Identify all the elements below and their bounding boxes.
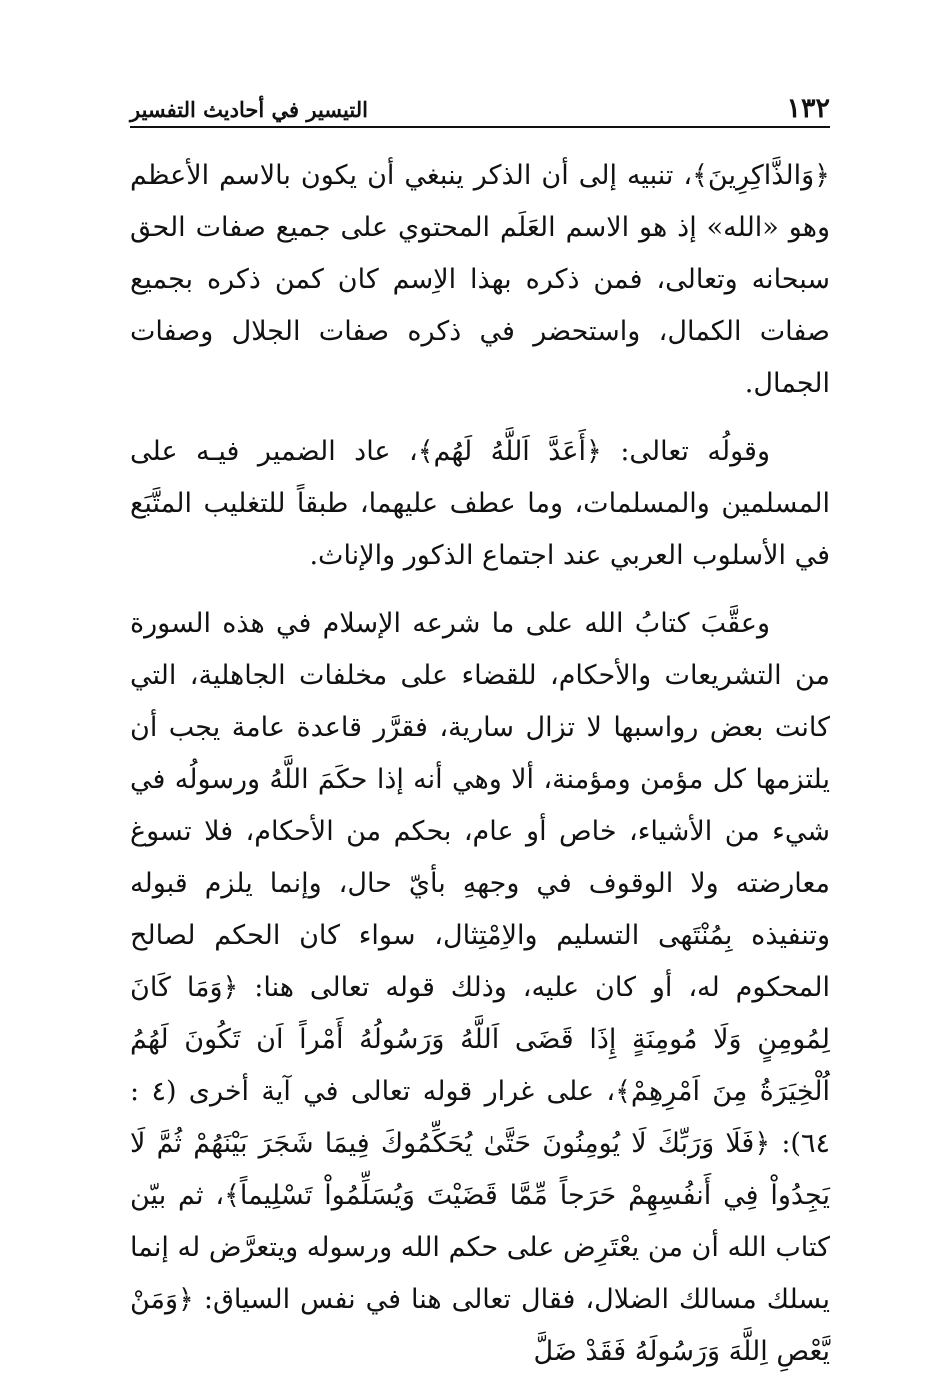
- body-text: [130, 150, 830, 1394]
- page-header: [130, 84, 830, 128]
- paragraph-2: وقولُه تعالى: ﴿أَعَدَّ اَللَّهُ لَهُم﴾، عاد الضمير فيـه على المسلمين والمسلمات، وما عطف عليهما، طبقاً للتغليب المتَّبَع في الأسلوب العربي عند اجتماع الذكور والإناث.: [130, 436, 830, 571]
- paragraph-3: وعقَّبَ كتابُ الله على ما شرعه الإسلام في هذه السورة من التشريعات والأحكام، للقضاء على مخلفات الجاهلية، التي كانت بعض رواسبها لا تزال سارية، فقرَّر قاعدة عامة يجب أن يلتزمها كل مؤمن ومؤمنة، ألا وهي أنه إذا حكَمَ اللَّهُ ورسولُه في شيء من الأشياء، خاص أو عام، بحكم من الأحكام، فلا تسوغ معارضته ولا الوقوف في وجههِ بأيّ حال، وإنما يلزم قبوله وتنفيذه بِمُنْتَهى التسليم والاِمْتِثال، سواء كان الحكم لصالح المحكوم له، أو كان عليه، وذلك قوله تعالى هنا: ﴿وَمَا كَانَ لِمُومِنٍ وَلَا مُومِنَةٍ إِذَا قَضَى اَللَّهُ وَرَسُولُهُ أَمْراً اَن تَكُونَ لَهُمُ اُلْخِيَرَةُ مِنَ اَمْرِهِمْ﴾، على غرار قوله تعالى في آية أخرى (٤ : ٦٤): ﴿فَلَا وَرَبِّكَ لَا يُومِنُونَ حَتَّىٰ يُحَكِّمُوكَ فِيمَا شَجَرَ بَيْنَهُمْ ثُمَّ لَا يَجِدُواْ فِي أَنفُسِهِمْ حَرَجاً مِّمَّا قَضَيْتَ وَيُسَلِّمُواْ تَسْلِيماً﴾، ثم بيّن كتاب الله أن من يعْتَرِض على حكم الله ورسوله ويتعرَّض له إنما يسلك مسالك الضلال، فقال تعالى هنا في نفس السياق: ﴿وَمَنْ يَّعْصِ اِللَّهَ وَرَسُولَهُ فَقَدْ ضَلَّ: [130, 608, 830, 1367]
- page-title: التيسير في أحاديث التفسير: [130, 97, 368, 122]
- paragraph-1: ﴿وَالذَّاكِرِينَ﴾، تنبيه إلى أن الذكر ينبغي أن يكون بالاسم الأعظم وهو «الله» إذ هو الاسم العَلَم المحتوي على جميع صفات الحق سبحانه وتعالى، فمن ذكره بهذا الاِسم كان كمن ذكره بجميع صفات الكمال، واستحضر في ذكره صفات الجلال وصفات الجمال.: [130, 160, 830, 399]
- page-number: ١٣٢: [786, 93, 830, 124]
